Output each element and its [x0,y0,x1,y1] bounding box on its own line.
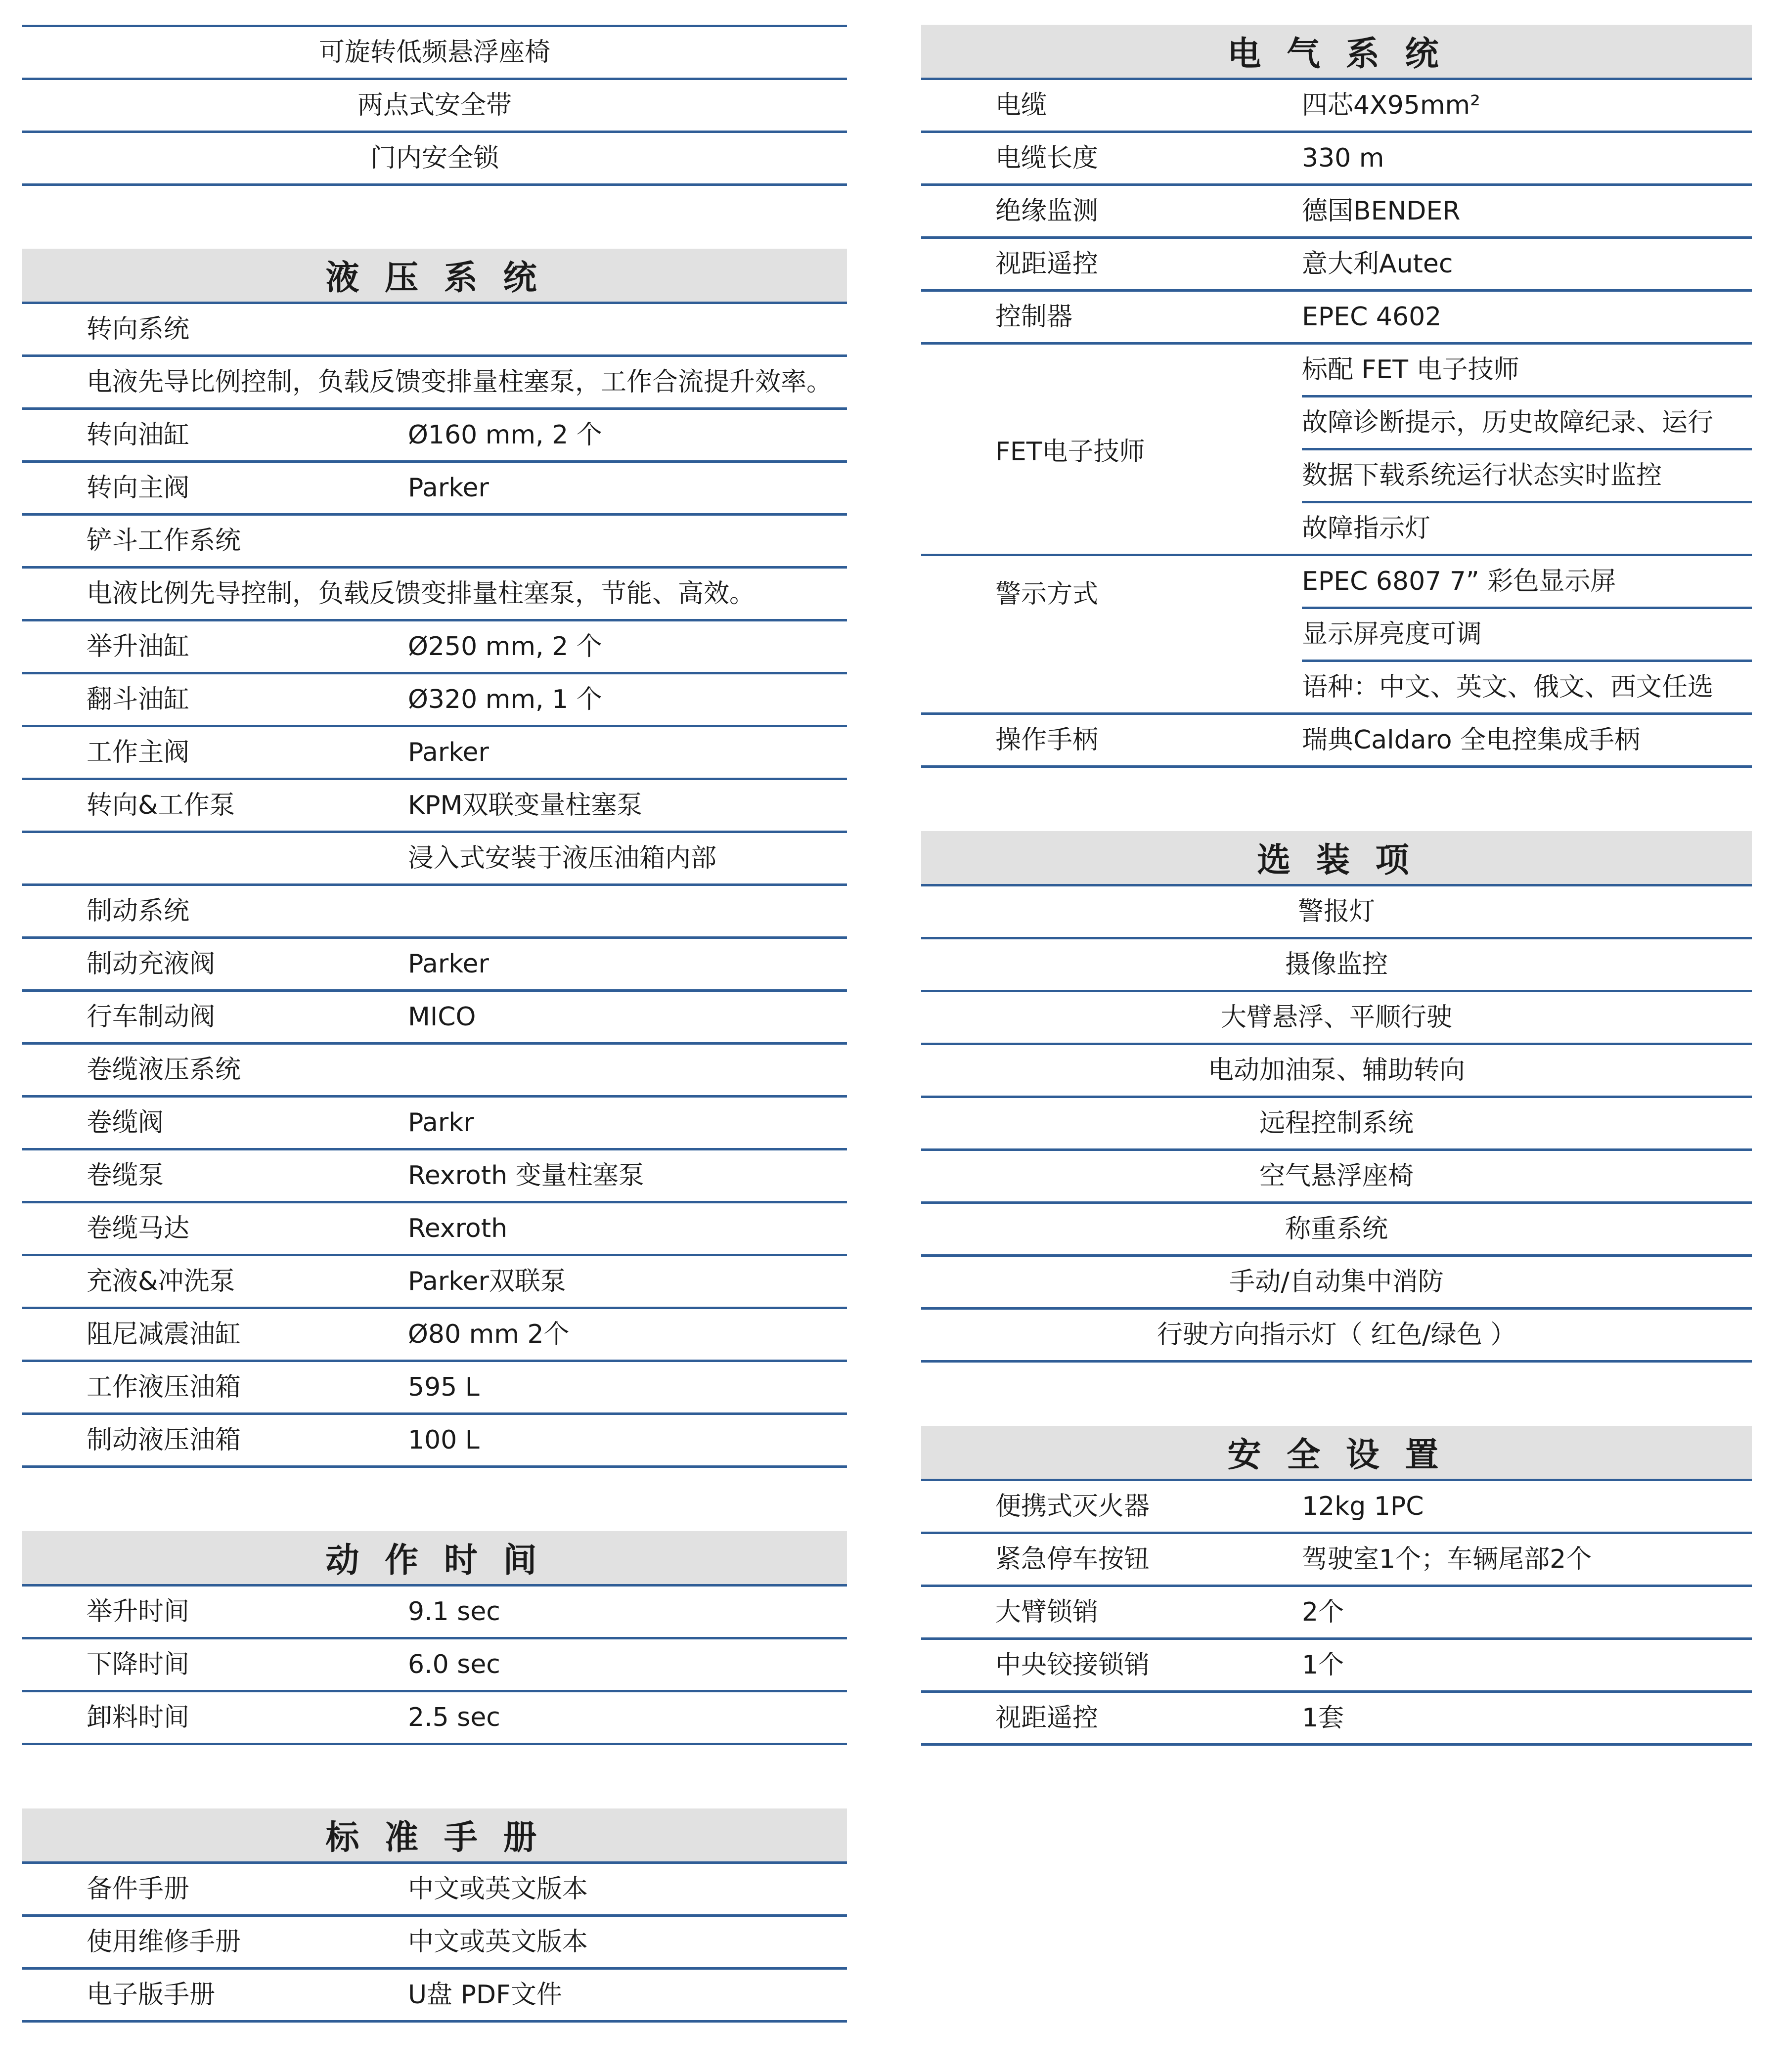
row-value: 故障诊断提示，历史故障纪录、运行 [1302,408,1714,438]
value-row [1302,450,1752,503]
manual-table [22,1864,847,2023]
table-row [22,516,847,569]
row-value: Parker [408,473,489,503]
top-item: 两点式安全带 [22,80,847,133]
top-item: 可旋转低频悬浮座椅 [22,27,847,80]
table-row [921,1481,1752,1534]
table-row [921,186,1752,239]
value-row [1302,503,1752,556]
row-value: 9.1 sec [408,1597,500,1627]
option-label: 摄像监控 [1285,950,1388,979]
table-row [921,1693,1752,1746]
row-value: 故障指示灯 [1302,514,1431,543]
row-value: 2个 [1302,1597,1344,1627]
row-value: Ø320 mm, 1 个 [408,685,602,714]
value-row [1302,397,1752,450]
table-row [921,239,1752,292]
row-value: 2.5 sec [408,1703,500,1732]
table-row [22,674,847,727]
table-row [921,292,1752,345]
table-row [22,1362,847,1415]
row-key: 中央铰接锁销 [995,1650,1150,1680]
row-key: 转向系统 [87,314,190,344]
row-value: 100 L [408,1425,480,1455]
row-key: 卷缆液压系统 [87,1055,241,1085]
row-key: 使用维修手册 [87,1927,241,1957]
row-key: 下降时间 [87,1650,190,1679]
list-item [921,1045,1752,1098]
row-value: 四芯4X95mm² [1302,90,1481,120]
list-item [921,1257,1752,1310]
row-key: 制动系统 [87,896,190,926]
row-value: EPEC 6807 7” 彩色显示屏 [1302,567,1616,596]
hydraulic-table [22,304,847,1468]
row-key: 控制器 [995,302,1073,332]
row-key: 卷缆泵 [87,1161,164,1190]
row-value: Ø250 mm, 2 个 [408,632,602,661]
row-key: 视距遥控 [995,1703,1099,1733]
row-key: 绝缘监测 [995,196,1099,226]
fet-key: FET电子技师 [921,345,1302,556]
row-value: 浸入式安装于液压油箱内部 [408,843,717,873]
options-list [921,886,1752,1363]
row-key: 行车制动阀 [87,1002,216,1032]
row-value: KPM双联变量柱塞泵 [408,791,643,820]
row-key: 铲斗工作系统 [87,526,241,556]
left-column [22,0,847,2023]
row-key: 举升时间 [87,1597,190,1627]
option-label: 电动加油泵、辅助转向 [1207,1056,1465,1085]
row-value: Rexroth 变量柱塞泵 [408,1161,644,1190]
value-row [1302,345,1752,397]
list-item [921,886,1752,939]
row-key: 卷缆马达 [87,1214,190,1243]
row-value: 中文或英文版本 [408,1874,588,1904]
row-key: 卷缆阀 [87,1108,164,1138]
row-value: 意大利Autec [1302,249,1453,279]
warn-key: 警示方式 [921,556,1302,715]
row-key: 举升油缸 [87,632,190,661]
row-value: Ø160 mm, 2 个 [408,420,602,450]
list-item [921,992,1752,1045]
electric-table [921,80,1752,345]
table-row [22,992,847,1045]
option-label: 大臂悬浮、平顺行驶 [1220,1003,1452,1032]
row-value: 6.0 sec [408,1650,500,1679]
table-row [22,780,847,833]
warn-group [921,556,1752,715]
table-row [22,833,847,886]
safety-title: 安 全 设 置 [921,1426,1752,1481]
table-row [22,569,847,621]
row-key: 阻尼减震油缸 [87,1320,241,1349]
row-key: 紧急停车按钮 [995,1544,1150,1574]
row-key: 制动液压油箱 [87,1425,241,1455]
table-row [22,1587,847,1639]
row-value: 驾驶室1个；车辆尾部2个 [1302,1544,1592,1574]
row-value: 数据下载系统运行状态实时监控 [1302,461,1662,490]
option-label: 手动/自动集中消防 [1229,1267,1444,1297]
row-value: Parkr [408,1108,474,1138]
row-key: 便携式灭火器 [995,1492,1150,1521]
table-row [22,463,847,516]
row-key: 工作主阀 [87,738,190,767]
row-key: 电缆 [995,90,1047,120]
row-key: 大臂锁销 [995,1597,1099,1627]
fet-values [1302,345,1752,556]
row-key: 电子版手册 [87,1980,216,2010]
table-row [22,1970,847,2023]
table-row [22,1256,847,1309]
table-row [22,1917,847,1970]
row-key: 电液比例先导控制，负载反馈变排量柱塞泵，节能、高效。 [87,579,756,609]
table-row [921,80,1752,133]
right-column [921,0,1752,1746]
row-value: 595 L [408,1372,480,1402]
table-row [22,621,847,674]
options-title: 选 装 项 [921,831,1752,886]
list-item [921,1098,1752,1151]
table-row [22,1692,847,1745]
row-key: 备件手册 [87,1874,190,1904]
table-row [22,1639,847,1692]
fet-group [921,345,1752,556]
row-value: 瑞典Caldaro 全电控集成手柄 [1302,725,1641,755]
hydraulic-title: 液 压 系 统 [22,249,847,304]
option-label: 行驶方向指示灯（ 红色/绿色 ） [1157,1320,1516,1350]
option-label: 空气悬浮座椅 [1259,1161,1414,1191]
row-key: 制动充液阀 [87,949,216,979]
row-value: 语种：中文、英文、俄文、西文任选 [1302,672,1714,702]
row-value: 1套 [1302,1703,1344,1733]
option-label: 远程控制系统 [1259,1108,1414,1138]
option-label: 警报灯 [1297,897,1375,926]
row-value: Parker [408,949,489,979]
row-key: 电缆长度 [995,143,1099,173]
value-row [1302,662,1752,715]
table-row [921,1534,1752,1587]
list-item [921,1310,1752,1363]
row-value: 中文或英文版本 [408,1927,588,1957]
row-value: 330 m [1302,143,1384,173]
top-item: 门内安全锁 [22,133,847,186]
safety-table [921,1481,1752,1746]
action-time-table [22,1587,847,1745]
row-value: Parker [408,738,489,767]
row-key: 充液&冲洗泵 [87,1267,235,1296]
manual-title: 标 准 手 册 [22,1808,847,1864]
list-item [921,939,1752,992]
row-value: 显示屏亮度可调 [1302,619,1482,649]
table-row [921,1640,1752,1693]
table-row [22,1864,847,1917]
row-key: 卸料时间 [87,1703,190,1732]
row-key: 电液先导比例控制，负载反馈变排量柱塞泵，工作合流提升效率。 [87,367,833,397]
row-value: 标配 FET 电子技师 [1302,355,1519,385]
option-label: 称重系统 [1285,1214,1388,1244]
row-value: 德国BENDER [1302,196,1461,226]
row-key: 工作液压油箱 [87,1372,241,1402]
row-key: 视距遥控 [995,249,1099,279]
table-row [22,1150,847,1203]
row-value: 12kg 1PC [1302,1492,1424,1521]
row-value: Parker双联泵 [408,1267,566,1296]
row-key: 转向主阀 [87,473,190,503]
row-key: 操作手柄 [995,725,1099,755]
action-time-title: 动 作 时 间 [22,1531,847,1587]
table-row [22,1098,847,1150]
table-row [22,886,847,939]
electric-title: 电 气 系 统 [921,25,1752,80]
table-row [921,133,1752,186]
row-value: 1个 [1302,1650,1344,1680]
table-row [921,715,1752,768]
row-value: EPEC 4602 [1302,302,1442,332]
table-row [22,1203,847,1256]
row-value: U盘 PDF文件 [408,1980,562,2010]
row-key: 转向&工作泵 [87,791,235,820]
list-item [921,1204,1752,1257]
table-row [22,1045,847,1098]
warn-values [1302,556,1752,715]
table-row [22,727,847,780]
row-key: 翻斗油缸 [87,685,190,714]
table-row [22,1309,847,1362]
table-row [22,410,847,463]
value-row [1302,556,1752,609]
list-item [921,1151,1752,1204]
table-row [22,357,847,410]
table-row [22,1415,847,1468]
table-row [921,1587,1752,1640]
row-value: Ø80 mm 2个 [408,1320,570,1349]
row-value: Rexroth [408,1214,508,1243]
table-row [22,304,847,357]
table-row [22,939,847,992]
row-key: 转向油缸 [87,420,190,450]
value-row [1302,609,1752,662]
row-value: MICO [408,1002,476,1032]
